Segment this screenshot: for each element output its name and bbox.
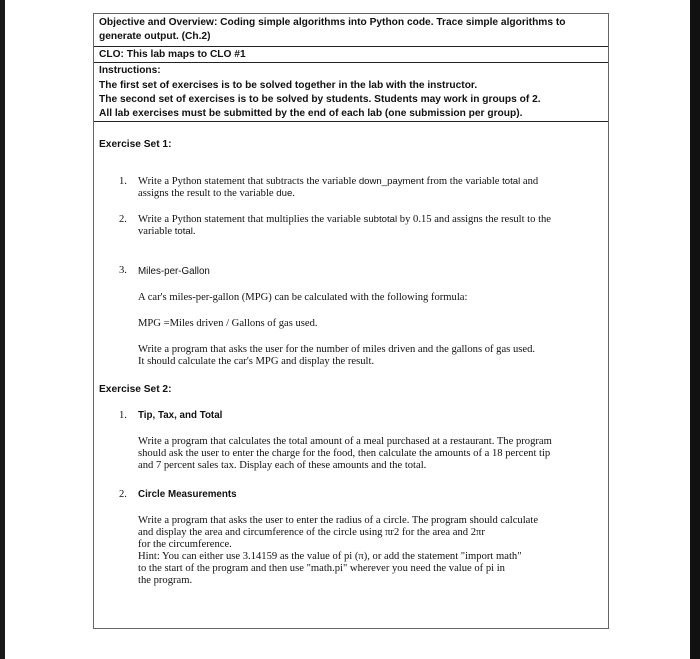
text: . xyxy=(292,188,295,199)
objective-line-1: Objective and Overview: Coding simple algorithms into Python code. Trace simple algorithms to xyxy=(99,17,566,28)
exercise-1-2-line-1 xyxy=(138,214,551,227)
text: assigns the result to the variable xyxy=(138,188,277,199)
exercise-set-2-title: Exercise Set 2: xyxy=(99,384,172,395)
exercise-2-2-line-2: and display the area and circumference of the circle using πr2 for the area and 2πr xyxy=(138,527,485,538)
exercise-2-2-hint-line-3: the program. xyxy=(138,575,193,586)
clo-box xyxy=(94,47,608,63)
objective-line-2: generate output. (Ch.2) xyxy=(99,31,211,42)
exercise-2-2-title: Circle Measurements xyxy=(138,489,237,500)
exercise-2-1-title: Tip, Tax, and Total xyxy=(138,410,223,421)
var-down-payment: down_payment xyxy=(358,176,424,187)
var-subtotal: subtotal xyxy=(363,214,398,225)
item-number: 1. xyxy=(119,410,127,421)
instruction-3: All lab exercises must be submitted by the end of each lab (one submission per group). xyxy=(99,108,523,119)
clo-text: CLO: This lab maps to CLO #1 xyxy=(99,49,246,60)
left-edge-shadow xyxy=(0,0,5,659)
instruction-1: The first set of exercises is to be solved together in the lab with the instructor. xyxy=(99,80,478,91)
exercise-2-2-line-1: Write a program that asks the user to enter the radius of a circle. The program should calculate xyxy=(138,515,539,526)
instructions-box xyxy=(94,63,608,122)
exercise-1-3-paragraph: A car's miles-per-gallon (MPG) can be calculated with the following formula: xyxy=(138,292,468,303)
text: and xyxy=(520,176,539,187)
exercise-1-3-task-line-2: It should calculate the car's MPG and display the result. xyxy=(138,356,375,367)
item-number: 2. xyxy=(119,489,127,500)
exercise-2-2-hint-line-1: Hint: You can either use 3.14159 as the value of pi (π), or add the statement "import math" xyxy=(138,551,522,562)
exercise-1-1-line-2 xyxy=(138,188,295,201)
text: Write a Python statement that multiplies the variable xyxy=(138,214,364,225)
exercise-set-1-title: Exercise Set 1: xyxy=(99,139,172,150)
instruction-2: The second set of exercises is to be solved by students. Students may work in groups of 2. xyxy=(99,94,541,105)
text: variable xyxy=(138,226,175,237)
text: by 0.15 and assigns the result to the xyxy=(397,214,552,225)
exercise-1-1-line-1 xyxy=(138,176,538,189)
exercise-2-2-line-3: for the circumference. xyxy=(138,539,232,550)
var-total: total xyxy=(502,176,521,187)
item-number: 2. xyxy=(119,214,127,225)
exercise-1-2-line-2 xyxy=(138,226,196,239)
mpg-formula: MPG =Miles driven / Gallons of gas used. xyxy=(138,318,318,329)
exercise-1-3-title: Miles-per-Gallon xyxy=(138,266,210,277)
lab-document xyxy=(93,13,609,629)
var-total: total xyxy=(174,226,193,237)
exercise-2-1-line-3: and 7 percent sales tax. Display each of these amounts and the total. xyxy=(138,460,427,471)
exercise-2-1-line-2: should ask the user to enter the charge for the food, then calculate the amounts of a 18 percent tip xyxy=(138,448,551,459)
var-due: due xyxy=(276,188,293,199)
exercise-2-2-hint-line-2: to the start of the program and then use "math.pi" wherever you need the value of pi in xyxy=(138,563,505,574)
text: from the variable xyxy=(423,176,503,187)
objective-box xyxy=(94,14,608,47)
text: Write a Python statement that subtracts the variable xyxy=(138,176,359,187)
item-number: 1. xyxy=(119,176,127,187)
exercise-1-3-task-line-1: Write a program that asks the user for the number of miles driven and the gallons of gas used. xyxy=(138,344,536,355)
instructions-title: Instructions: xyxy=(99,65,161,76)
text: . xyxy=(192,226,196,237)
right-edge-shadow xyxy=(690,0,700,659)
exercise-2-1-line-1: Write a program that calculates the total amount of a meal purchased at a restaurant. The program xyxy=(138,436,552,447)
item-number: 3. xyxy=(119,265,127,276)
